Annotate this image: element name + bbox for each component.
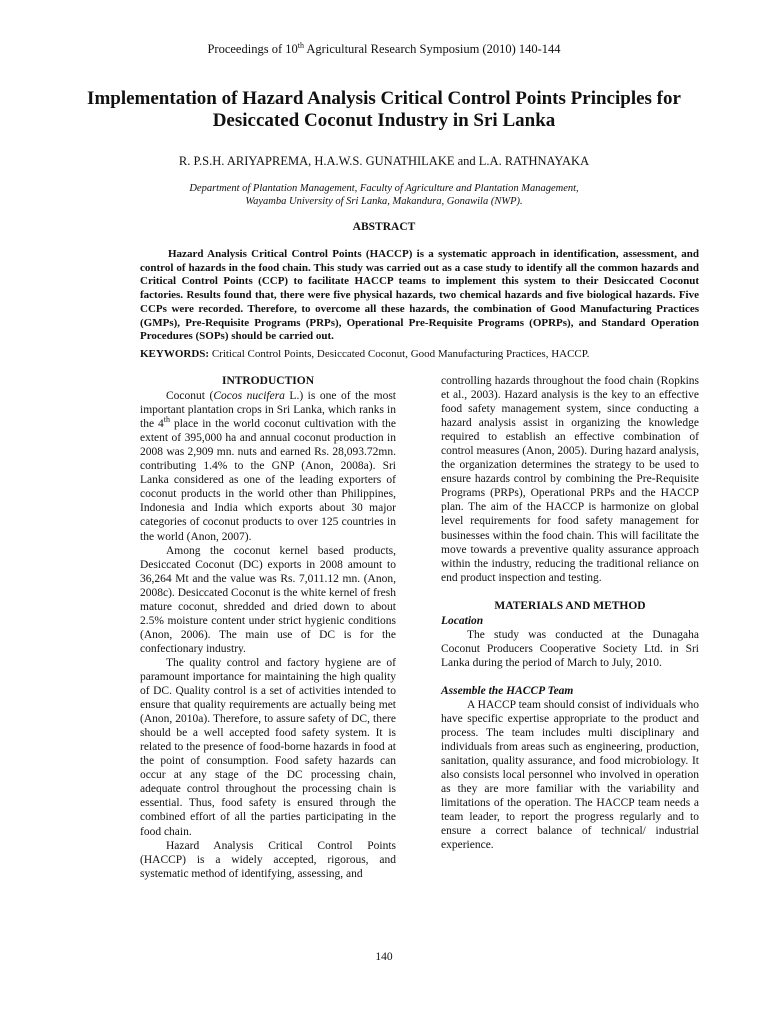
- paper-title: Implementation of Hazard Analysis Critical Control Points Principles for Desiccated Coconut Industry in Sri Lanka: [87, 88, 681, 131]
- abstract-heading: ABSTRACT: [352, 221, 416, 233]
- proceedings-header: [0, 42, 768, 57]
- intro-paragraph-2: Among the coconut kernel based products, Desiccated Coconut (DC) exports in 2008 amount to 36,264 Mt and the value was Rs. 7,011.12 mn. (Anon, 2008c). Desiccated Coconut is the white kernel of fresh mature coconut, shredded and dried down to about 2.5% moisture content under strict hygienic conditions (Anon, 2006). The main use of DC is for the confectionary industry.: [140, 544, 396, 655]
- keywords-list: Critical Control Points, Desiccated Coconut, Good Manufacturing Practices, HACCP.: [209, 348, 590, 360]
- proceedings-text: Proceedings of 10: [207, 42, 298, 56]
- keywords-label: KEYWORDS:: [140, 348, 210, 360]
- intro-paragraph-3: The quality control and factory hygiene are of paramount importance for maintaining the high quality of DC. Quality control is a set of activities intended to ensure that quality requirements are actually being met (Anon, 2010a). Therefore, to assure safety of DC, there should be a well accepted food safety system. It is related to the presence of food-borne hazards in food at the point of consumption. Food safety hazards can occur at any stage of the DC processing chain, adequate control throughout the processing chain is essential. Thus, food safety is ensured through the combined effort of all the parties participating in the food chain.: [140, 656, 396, 838]
- keywords: [140, 348, 699, 360]
- spacer: [441, 585, 699, 599]
- page-number: 140: [375, 951, 393, 963]
- left-column: [140, 374, 396, 881]
- abstract-text: Hazard Analysis Critical Control Points (HACCP) is a systematic approach in identification, assessment, and control of hazards in the food chain. This study was carried out as a case study to identify all the common hazards and Critical Control Points (CCP) to facilitate HACCP teams to implement this system to their Desiccated Coconut factories. Results found that, there were five physical hazards, two chemical hazards and five biological hazards. Five CCPs were recorded. Therefore, to overcome all these hazards, the combination of Good Manufacturing Practices (GMPs), Pre-Requisite Programs (PRPs), Operational Pre-Requisite Programs (OPRPs), and Standard Operation Procedures (SOPs) should be carried out.: [140, 248, 699, 343]
- location-subheading: Location: [441, 614, 484, 627]
- methods-heading: MATERIALS AND METHOD: [494, 599, 646, 612]
- spacer: [441, 670, 699, 684]
- intro-paragraph-1: Coconut (Cocos nucifera L.) is one of the most important plantation crops in Sri Lanka, which ranks in the 4th place in the world coconut cultivation with the extent of 395,000 ha and annual coconut production in 2008 was 2,909 mn. nuts and earned Rs. 28,093.72mn. contributing 1.4% to the GNP (Anon, 2008a). Sri Lanka considered as one of the leading exporters of coconut products in the world other than Philippines, Indonesia and India which exports about 30 major categories of coconut products to over 125 countries in the world (Anon, 2007).: [140, 390, 397, 543]
- introduction-heading: INTRODUCTION: [221, 375, 314, 387]
- intro-paragraph-4: Hazard Analysis Critical Control Points (HACCP) is a widely accepted, rigorous, and systematic method of identifying, assessing, and: [140, 839, 396, 880]
- author-list: R. P.S.H. ARIYAPREMA, H.A.W.S. GUNATHILAKE and L.A. RATHNAYAKA: [178, 154, 590, 168]
- affiliation-line-2: Wayamba University of Sri Lanka, Makandura, Gonawila (NWP).: [245, 196, 523, 207]
- proceedings-text-rest: Agricultural Research Symposium (2010) 140-144: [303, 42, 561, 56]
- affiliation: [80, 182, 688, 208]
- proceedings-superscript: th: [297, 40, 304, 50]
- haccp-team-subheading: Assemble the HACCP Team: [441, 684, 574, 697]
- affiliation-line-1: Department of Plantation Management, Faculty of Agriculture and Plantation Management,: [189, 183, 579, 194]
- right-column: [441, 374, 699, 853]
- species-name: Cocos nucifera: [213, 390, 285, 403]
- haccp-team-paragraph: A HACCP team should consist of individuals who have specific expertise appropriate to the product and process. The team includes multi disciplinary and individuals from areas such as engineering, production, sanitation, quality assurance, and food microbiology. It also consists local personnel who involved in operation as they are more familiar with the variability and limitations of the operation. The HACCP team needs a team leader, to report the progress regularly and to ensure a correct balance of technical/ industrial experience.: [441, 698, 699, 852]
- intro-paragraph-4-continued: controlling hazards throughout the food chain (Ropkins et al., 2003). Hazard analysis is the key to an effective food safety management system, since conducting a hazard analysis assist in organizing the knowledge required to establish an effective combination of control measures (Anon, 2005). During hazard analysis, the organization determines the strategy to be used to ensure hazards control by combining the Pre-Requisite Programs (PRPs), Operational PRPs and the HACCP plan. The aim of the HACCP is harmonize on global level requirements for food safety management for businesses within the food chain. This will facilitate the move towards a preventive quality assurance approach within the industry, reducing the traditional reliance on end product inspection and testing.: [441, 375, 699, 584]
- location-paragraph: The study was conducted at the Dunagaha Coconut Producers Cooperative Society Ltd. in Sri Lanka during the period of March to July, 2010.: [441, 628, 699, 669]
